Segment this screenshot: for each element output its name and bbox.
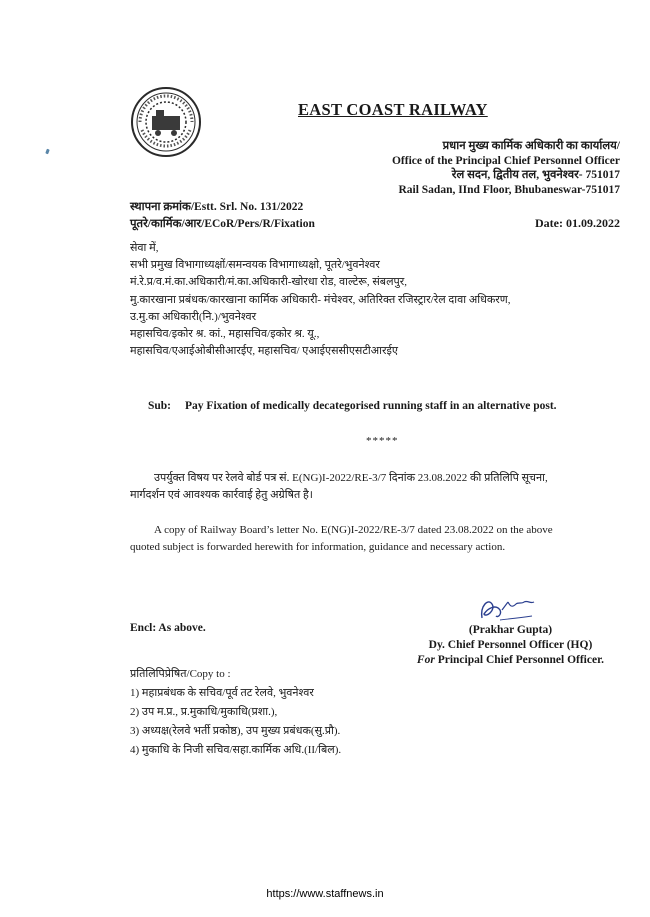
copy-to-list [130, 665, 341, 760]
addressee-line: मं.रे.प्र/व.मं.का.अधिकारी/मं.का.अधिकारी-खोरधा रोड, वाल्टेरू, संबलपुर, [130, 276, 408, 289]
page-title: EAST COAST RAILWAY [298, 100, 488, 119]
establishment-serial-number: स्थापना क्रमांक/Estt. Srl. No. 131/2022 [130, 201, 304, 213]
signature-block [417, 623, 604, 669]
footer-url: https://www.staffnews.in [266, 888, 384, 900]
paragraph-line: मार्गदर्शन एवं आवश्यक कार्रवाई हेतु अग्रेषित है। [130, 489, 313, 501]
copy-to-item: 2) उप म.प्र., प्र.मुकाधि/मुकाधि(प्रशा.), [130, 706, 278, 718]
paragraph-line: A copy of Railway Board’s letter No. E(NG)I-2022/RE-3/7 dated 23.08.2022 on the above [154, 524, 553, 536]
addressee-list [130, 240, 510, 360]
for-prefix: For [416, 654, 435, 667]
paragraph-line: quoted subject is forwarded herewith for information, guidance and necessary action. [130, 541, 506, 553]
on-behalf-of: Principal Chief Personnel Officer. [437, 654, 604, 667]
addressee-line: उ.मु.का अधिकारी(नि.)/भुवनेश्वर [130, 310, 257, 323]
english-paragraph [130, 522, 553, 556]
enclosure-note: Encl: As above. [130, 622, 206, 634]
railway-emblem-logo [130, 86, 202, 158]
copy-to-item: 1) महाप्रबंधक के सचिव/पूर्व तट रेलवे, भुवनेश्वर [130, 687, 314, 699]
office-address-block [392, 139, 620, 197]
subject-text: Pay Fixation of medically decategorised running staff in an alternative post. [185, 400, 557, 412]
signatory-name: (Prakhar Gupta) [468, 624, 553, 636]
signatory-designation: Dy. Chief Personnel Officer (HQ) [428, 639, 593, 652]
addressee-line: सभी प्रमुख विभागाध्यक्षों/समन्वयक विभागाध्यक्षो, पूतरे/भुवनेश्वर [130, 259, 380, 272]
addressee-line: महासचिव/इकोर श्र. कां., महासचिव/इकोर श्र. यू., [130, 328, 320, 341]
subject-line [148, 400, 557, 412]
addressee-line: मु.कारखाना प्रबंधक/कारखाना कार्मिक अधिकारी- मंचेश्वर, अतिरिक्त रजिस्ट्रार/रेल दावा अधिकरण, [130, 293, 511, 306]
office-line: Rail Sadan, IInd Floor, Bhubaneswar-751017 [398, 183, 620, 196]
office-line: रेल सदन, द्वितीय तल, भुवनेश्वर- 751017 [451, 169, 620, 182]
letter-date: Date: 01.09.2022 [535, 216, 620, 230]
copy-to-item: 3) अध्यक्ष(रेलवे भर्ती प्रकोष्ठ), उप मुख्य प्रबंधक(सु.प्रौ). [130, 725, 341, 737]
separator-stars: ***** [366, 435, 399, 447]
signatory-on-behalf [417, 653, 604, 668]
reference-block [130, 199, 315, 233]
addressee-line: महासचिव/एआईओबीसीआरईए, महासचिव/ एआईएससीएसटीआरईए [130, 345, 398, 358]
hindi-paragraph [130, 470, 548, 504]
blue-speck [45, 149, 50, 155]
office-line: Office of the Principal Chief Personnel Officer [391, 154, 620, 167]
file-reference: पूतरे/कार्मिक/आर/ECoR/Pers/R/Fixation [130, 218, 315, 230]
handwritten-signature [474, 592, 538, 626]
office-line: प्रधान मुख्य कार्मिक अधिकारी का कार्यालय/ [442, 140, 620, 152]
addressee-line: सेवा में, [130, 242, 159, 254]
copy-to-heading: प्रतिलिपिप्रेषित/Copy to : [130, 668, 231, 680]
subject-label: Sub: [148, 400, 172, 412]
copy-to-item: 4) मुकाधि के निजी सचिव/सहा.कार्मिक अधि.(II/बिल). [130, 744, 342, 756]
paragraph-line: उपर्युक्त विषय पर रेलवे बोर्ड पत्र सं. E(NG)I-2022/RE-3/7 दिनांक 23.08.2022 की प्रतिलिपि सूचना, [154, 472, 548, 484]
